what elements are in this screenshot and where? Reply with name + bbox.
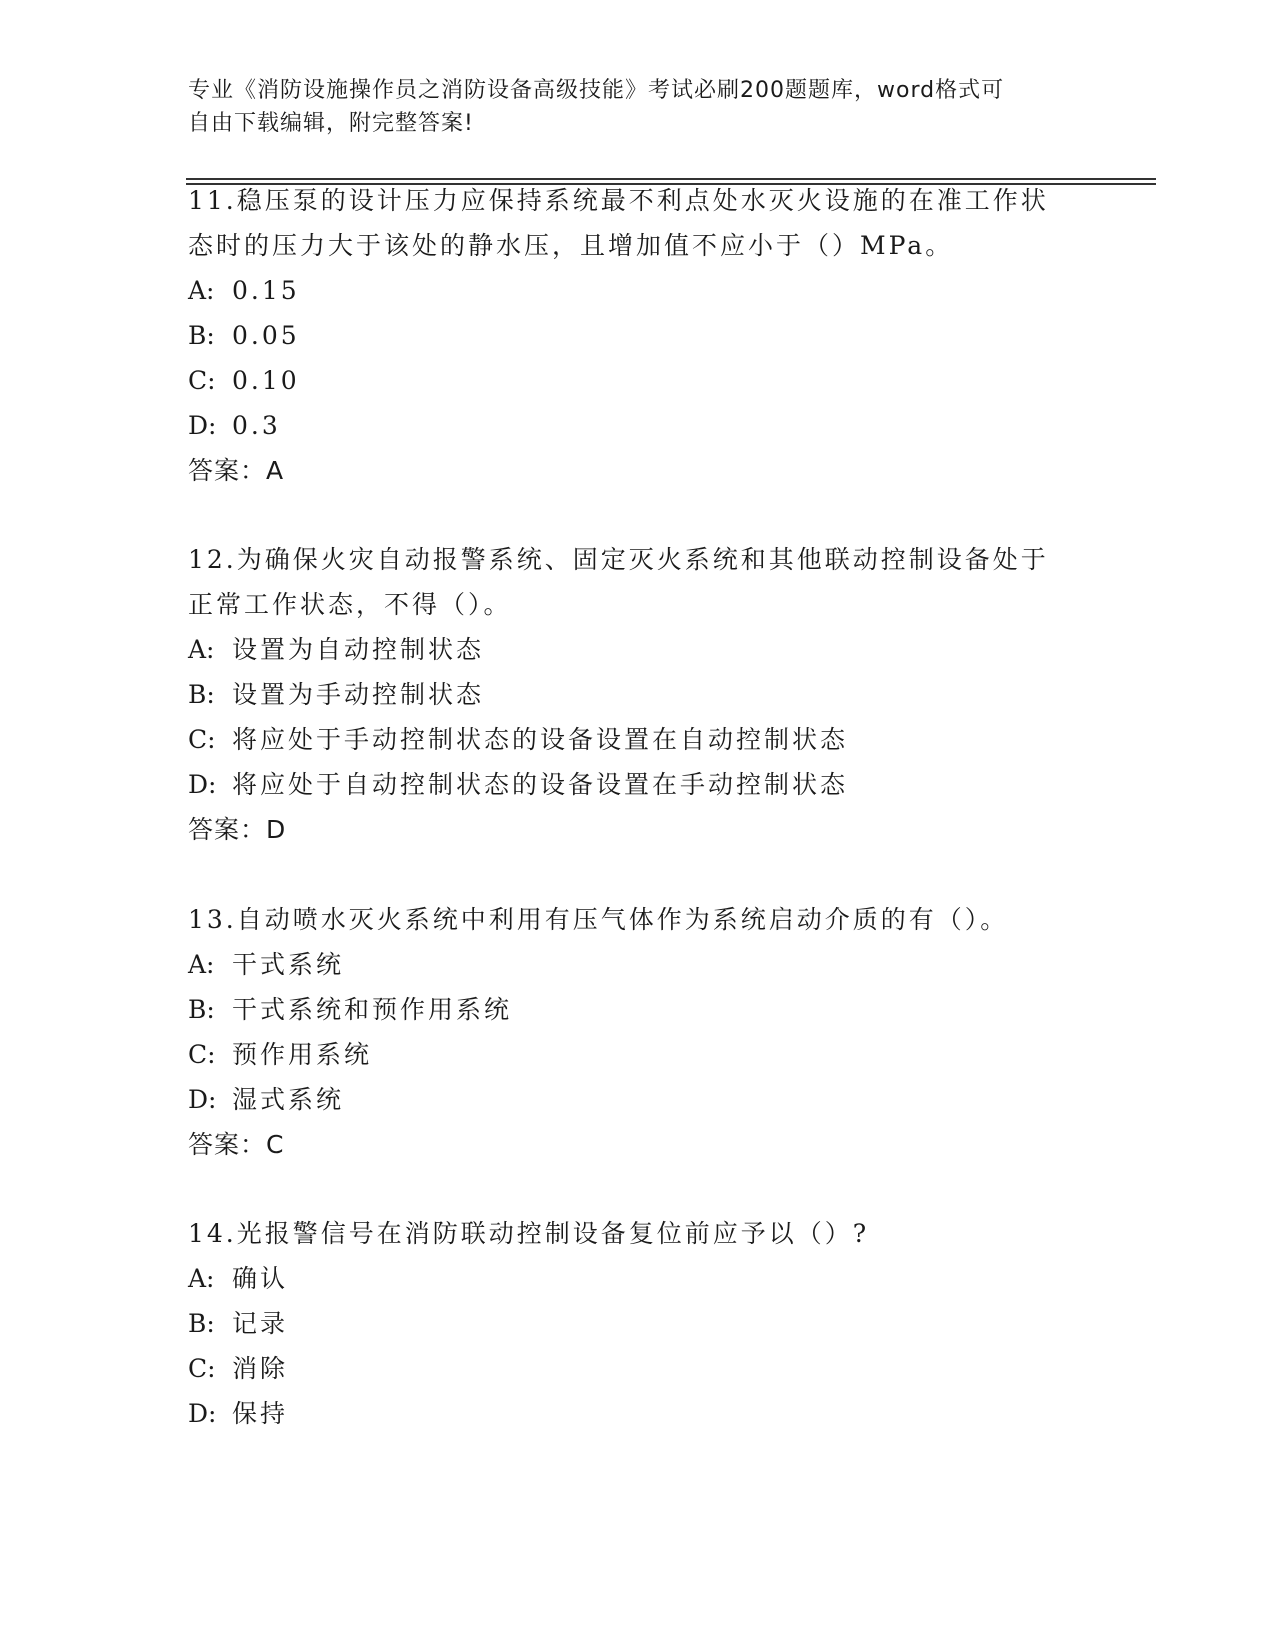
option-b [188, 313, 1088, 358]
option-text: 干式系统 [232, 950, 345, 979]
option-letter: D: [188, 1399, 217, 1428]
option-text: 0.15 [232, 276, 300, 305]
option-letter: C: [188, 1354, 216, 1383]
question-text-line: 13.自动喷水灭火系统中利用有压气体作为系统启动介质的有（）。 [188, 905, 1009, 934]
option-d [188, 1077, 1088, 1122]
answer-line: 答案：D [188, 815, 287, 844]
option-letter: D: [188, 1085, 217, 1114]
option-letter: C: [188, 366, 216, 395]
option-text: 记录 [232, 1309, 289, 1338]
option-text: 0.05 [232, 321, 300, 350]
document-header [188, 74, 1088, 140]
option-letter: C: [188, 1040, 216, 1069]
option-text: 将应处于手动控制状态的设备设置在自动控制状态 [232, 725, 849, 754]
option-d [188, 403, 1088, 448]
option-text: 将应处于自动控制状态的设备设置在手动控制状态 [232, 770, 849, 799]
option-b [188, 1301, 1088, 1346]
option-c [188, 1346, 1088, 1391]
option-letter: B: [188, 1309, 215, 1338]
option-text: 湿式系统 [232, 1085, 345, 1114]
option-letter: B: [188, 680, 215, 709]
option-text: 预作用系统 [232, 1040, 373, 1069]
question-14 [188, 1211, 1088, 1436]
option-text: 确认 [232, 1264, 289, 1293]
option-text: 消除 [232, 1354, 289, 1383]
option-a [188, 627, 1088, 672]
option-c [188, 717, 1088, 762]
option-letter: B: [188, 995, 215, 1024]
option-c [188, 1032, 1088, 1077]
option-letter: A: [188, 635, 215, 664]
option-c [188, 358, 1088, 403]
question-text-line: 11.稳压泵的设计压力应保持系统最不利点处水灭火设施的在准工作状 [188, 186, 1049, 215]
option-b [188, 987, 1088, 1032]
option-letter: D: [188, 411, 217, 440]
option-letter: A: [188, 950, 215, 979]
option-text: 设置为自动控制状态 [232, 635, 485, 664]
option-text: 干式系统和预作用系统 [232, 995, 513, 1024]
option-text: 设置为手动控制状态 [232, 680, 485, 709]
option-text: 0.3 [232, 411, 281, 440]
option-b [188, 672, 1088, 717]
option-a [188, 268, 1088, 313]
answer-line: 答案：A [188, 456, 285, 485]
question-text-line: 14.光报警信号在消防联动控制设备复位前应予以（）? [188, 1219, 870, 1248]
option-letter: B: [188, 321, 215, 350]
option-d [188, 1391, 1088, 1436]
question-text-line: 12.为确保火灾自动报警系统、固定灭火系统和其他联动控制设备处于 [188, 545, 1049, 574]
option-a [188, 942, 1088, 987]
header-line-2: 自由下载编辑，附完整答案! [188, 111, 474, 136]
answer-line: 答案：C [188, 1130, 285, 1159]
option-text: 0.10 [232, 366, 300, 395]
header-line-1: 专业《消防设施操作员之消防设备高级技能》考试必刷200题题库，word格式可 [188, 78, 1005, 103]
option-letter: C: [188, 725, 216, 754]
question-text-line: 正常工作状态，不得（）。 [188, 590, 512, 619]
question-13 [188, 897, 1088, 1167]
question-text-line: 态时的压力大于该处的静水压，且增加值不应小于（）MPa。 [188, 231, 954, 260]
option-text: 保持 [232, 1399, 289, 1428]
option-letter: A: [188, 1264, 215, 1293]
question-11 [188, 178, 1088, 493]
question-12 [188, 537, 1088, 852]
option-letter: A: [188, 276, 215, 305]
option-d [188, 762, 1088, 807]
option-a [188, 1256, 1088, 1301]
option-letter: D: [188, 770, 217, 799]
